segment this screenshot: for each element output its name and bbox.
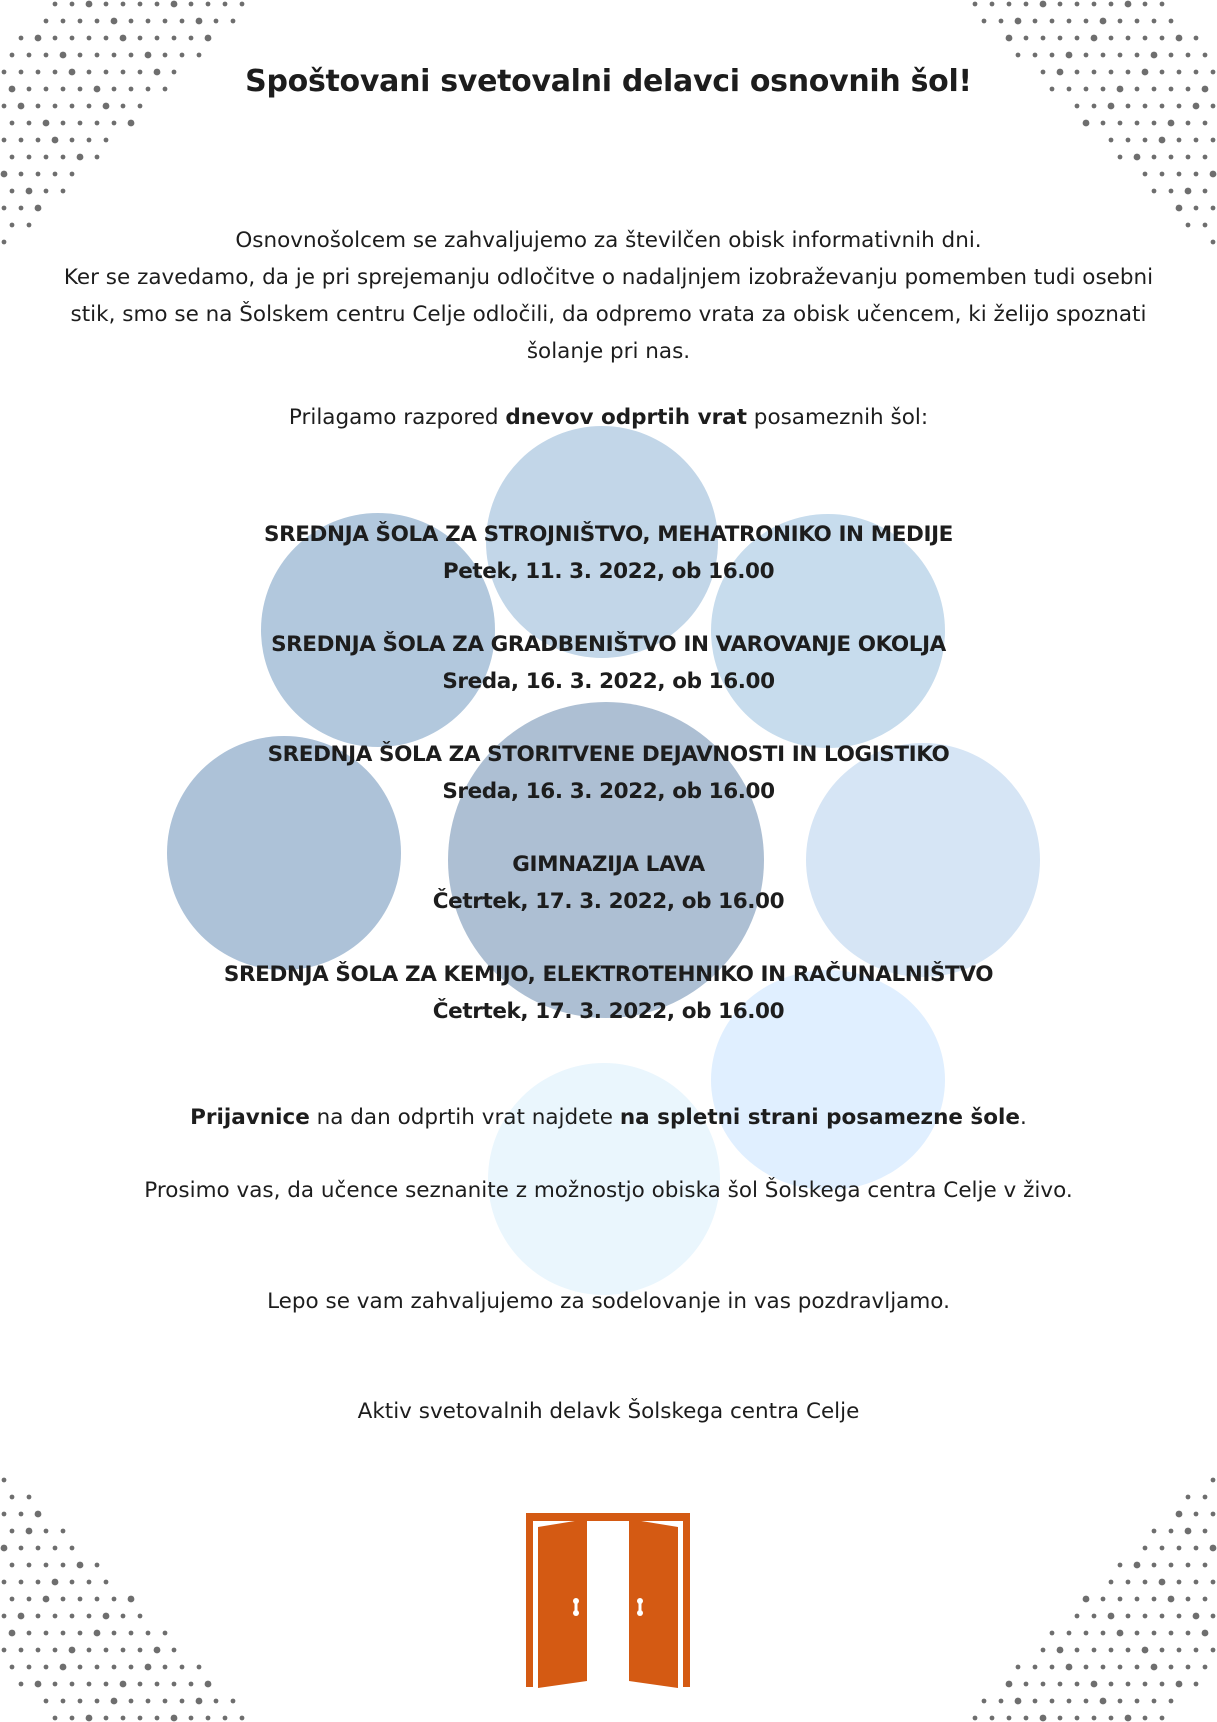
school-name: SREDNJA ŠOLA ZA STORITVENE DEJAVNOSTI IN LOGISTIKO: [267, 742, 950, 767]
school-name: SREDNJA ŠOLA ZA STROJNIŠTVO, MEHATRONIKO IN MEDIJE: [264, 522, 953, 547]
school-schedule-list: [0, 516, 1217, 1066]
school-date: Četrtek, 17. 3. 2022, ob 16.00: [432, 999, 785, 1024]
request-text: Prosimo vas, da učence seznanite z možnostjo obiska šol Šolskega centra Celje v živo.: [144, 1178, 1073, 1203]
school-date: Četrtek, 17. 3. 2022, ob 16.00: [432, 889, 785, 914]
schedule-intro-before: Prilagamo razpored: [288, 405, 506, 430]
school-date: Sreda, 16. 3. 2022, ob 16.00: [442, 779, 775, 804]
notice-bold-2: na spletni strani posamezne šole: [619, 1105, 1020, 1130]
school-entry: [0, 516, 1217, 626]
intro-paragraph: [0, 222, 1217, 370]
school-name: SREDNJA ŠOLA ZA KEMIJO, ELEKTROTEHNIKO IN RAČUNALNIŠTVO: [223, 962, 994, 987]
notice-end: .: [1019, 1105, 1027, 1130]
school-entry: [0, 846, 1217, 956]
school-date: Petek, 11. 3. 2022, ob 16.00: [442, 559, 775, 584]
intro-line-1: Osnovnošolcem se zahvaljujemo za številčen obisk informativnih dni.: [235, 228, 982, 253]
school-name: SREDNJA ŠOLA ZA GRADBENIŠTVO IN VAROVANJE OKOLJA: [271, 632, 946, 657]
school-entry: [0, 626, 1217, 736]
schedule-intro-bold: dnevov odprtih vrat: [505, 405, 747, 430]
school-entry: [0, 956, 1217, 1066]
registration-notice: [0, 1105, 1217, 1130]
thanks-text: Lepo se vam zahvaljujemo za sodelovanje in vas pozdravljamo.: [267, 1289, 950, 1314]
school-entry: [0, 736, 1217, 846]
school-date: Sreda, 16. 3. 2022, ob 16.00: [442, 669, 775, 694]
notice-bold-1: Prijavnice: [190, 1105, 310, 1130]
schedule-intro: [0, 405, 1217, 430]
page-title: Spoštovani svetovalni delavci osnovnih šol!: [245, 64, 972, 99]
schedule-intro-after: posameznih šol:: [746, 405, 929, 430]
notice-mid: na dan odprtih vrat najdete: [309, 1105, 620, 1130]
signature: Aktiv svetovalnih delavk Šolskega centra Celje: [357, 1399, 860, 1424]
open-door-icon: [525, 1512, 691, 1688]
school-name: GIMNAZIJA LAVA: [512, 852, 705, 877]
intro-line-2: Ker se zavedamo, da je pri sprejemanju odločitve o nadaljnjem izobraževanju pomemben tudi osebni stik, smo se na Šolskem centru Celje odločili, da odpremo vrata za obisk učencem, ki želijo spoznati šolanje pri nas.: [63, 265, 1154, 364]
